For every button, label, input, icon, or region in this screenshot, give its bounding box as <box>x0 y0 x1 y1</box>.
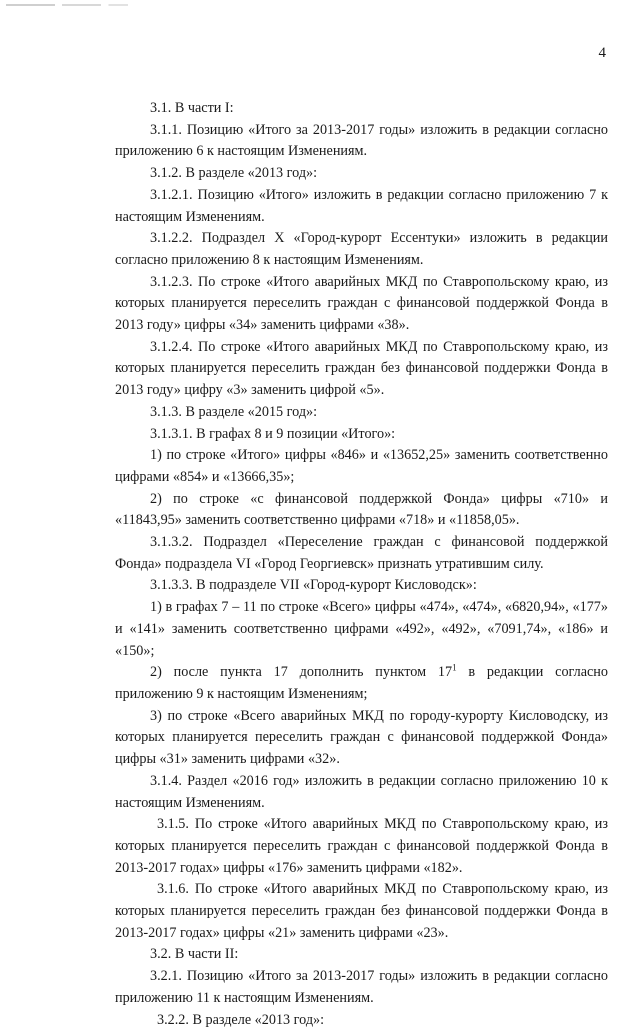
scan-artifact <box>6 4 128 6</box>
page-number: 4 <box>598 45 606 61</box>
paragraph: 3.2.1. Позицию «Итого за 2013-2017 годы» изложить в редакции согласно приложению 11 к настоящим Изменениям. <box>115 968 608 1006</box>
paragraph: 3.2.2. В разделе «2013 год»: <box>157 1011 325 1028</box>
paragraph-text: в редакции согласно приложению 9 к настоящим Изменениям; <box>115 664 608 702</box>
paragraph: 3.1.3.3. В подразделе VII «Город-курорт Кисловодск»: <box>150 577 477 594</box>
paragraph: 3.1.5. По строке «Итого аварийных МКД по Ставропольскому краю, из которых планируется переселить граждан с финансовой поддержкой Фонда в 2013-2017 годах» цифры «176» заменить цифрами «182». <box>115 816 608 876</box>
paragraph <box>115 662 608 705</box>
paragraph: 1) в графах 7 – 11 по строке «Всего» цифры «474», «474», «6820,94», «177» и «141» заменить соответственно цифрами «492», «492», «7091,74», «186» и «150»; <box>115 599 608 659</box>
document-body <box>115 98 608 1031</box>
paragraph: 3.1.2.4. По строке «Итого аварийных МКД по Ставропольскому краю, из которых планируется переселить граждан без финансовой поддержки Фонда в 2013 году» цифру «3» заменить цифрой «5». <box>115 338 608 399</box>
paragraph: 3.1.2.3. По строке «Итого аварийных МКД по Ставропольскому краю, из которых планируется переселить граждан с финансовой поддержкой Фонда в 2013 году» цифры «34» заменить цифрами «38». <box>115 273 608 334</box>
paragraph: 3.1.3. В разделе «2015 год»: <box>150 403 318 420</box>
paragraph: 3) по строке «Всего аварийных МКД по городу-курорту Кисловодску, из которых планируется переселить граждан с финансовой поддержкой Фонда» цифры «31» заменить цифрами «32». <box>115 707 608 768</box>
paragraph: 3.1.2. В разделе «2013 год»: <box>150 165 318 182</box>
superscript: 1 <box>452 662 457 673</box>
paragraph: 3.1.4. Раздел «2016 год» изложить в редакции согласно приложению 10 к настоящим Изменениям. <box>115 772 608 811</box>
paragraph-text: 2) после пункта 17 дополнить пунктом 17 <box>150 664 453 681</box>
paragraph: 2) по строке «с финансовой поддержкой Фонда» цифры «710» и «11843,95» заменить соответственно цифрами «718» и «11858,05». <box>115 490 608 529</box>
paragraph: 3.1.6. По строке «Итого аварийных МКД по Ставропольскому краю, из которых планируется переселить граждан без финансовой поддержки Фонда в 2013-2017 годах» цифры «21» заменить цифрами «23». <box>115 881 608 941</box>
paragraph: 3.1.1. Позицию «Итого за 2013-2017 годы» изложить в редакции согласно приложению 6 к настоящим Изменениям. <box>115 121 608 160</box>
paragraph: 3.1.2.2. Подраздел X «Город-курорт Ессентуки» изложить в редакции согласно приложению 8 к настоящим Изменениям. <box>115 230 608 268</box>
paragraph: 3.1. В части I: <box>150 100 234 116</box>
paragraph: 3.1.2.1. Позицию «Итого» изложить в редакции согласно приложению 7 к настоящим Изменениям. <box>115 186 608 225</box>
paragraph: 3.1.3.1. В графах 8 и 9 позиции «Итого»: <box>150 425 396 442</box>
paragraph: 3.2. В части II: <box>150 946 239 963</box>
paragraph: 1) по строке «Итого» цифры «846» и «13652,25» заменить соответственно цифрами «854» и «13666,35»; <box>115 447 608 485</box>
paragraph: 3.1.3.2. Подраздел «Переселение граждан с финансовой поддержкой Фонда» подраздела VI «Город Георгиевск» признать утратившим силу. <box>115 534 608 572</box>
